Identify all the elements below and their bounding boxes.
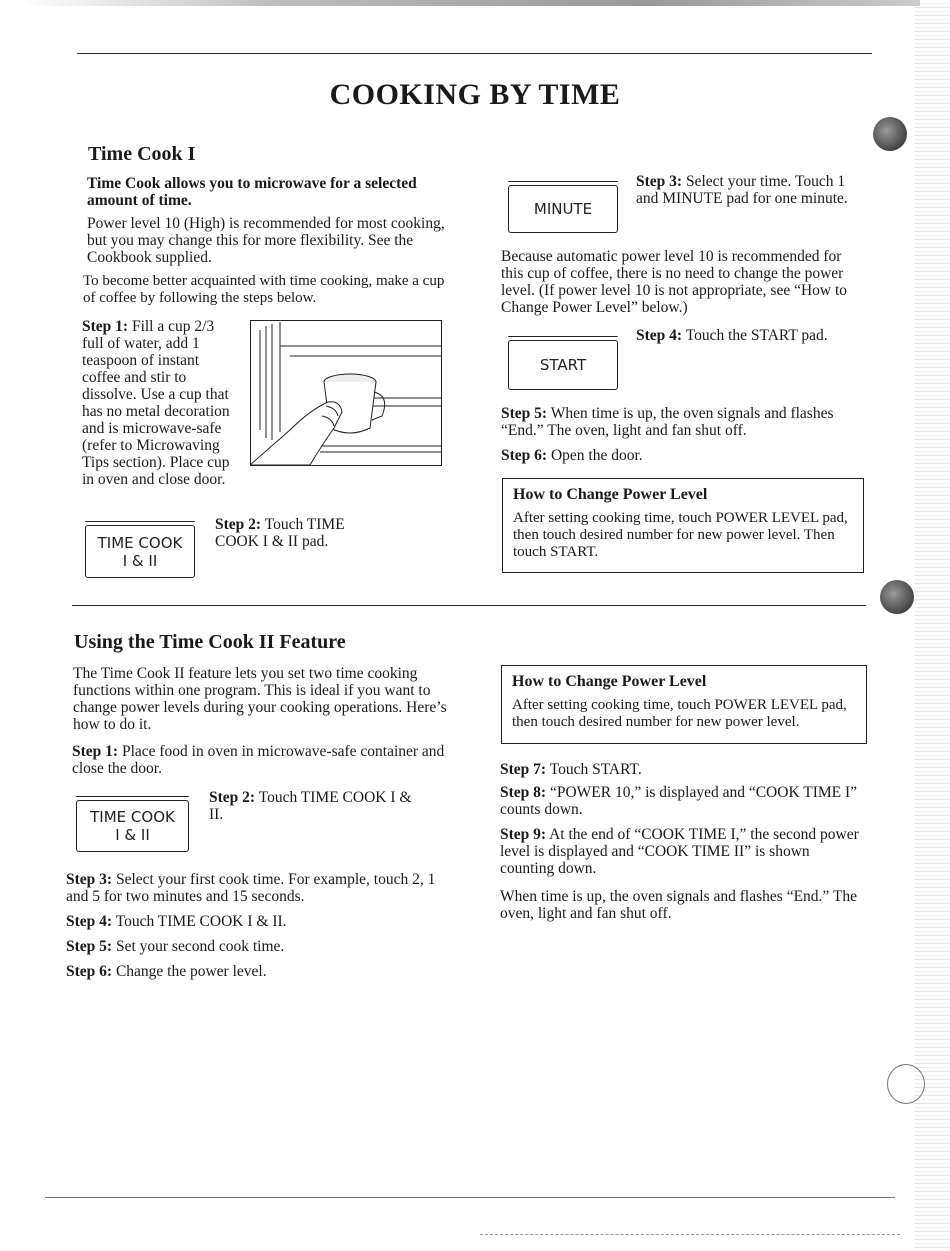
- section2-step-8-text: “POWER 10,” is displayed and “COOK TIME I” counts down.: [500, 784, 858, 818]
- time-cook-pad-2-line2: I & II: [115, 826, 150, 844]
- binder-hole-icon: [873, 117, 907, 151]
- binder-hole-icon: [887, 1064, 925, 1104]
- power-level-box-2-text: After setting cooking time, touch POWER LEVEL pad, then touch desired number for new power level.: [512, 697, 847, 730]
- section2-step-4: [66, 913, 446, 930]
- power-level-box-text: After setting cooking time, touch POWER LEVEL pad, then touch desired number for new power level. Then touch START.: [513, 510, 848, 560]
- step-2-text: Touch TIME COOK I & II pad.: [215, 516, 345, 550]
- hand-placing-cup-in-microwave-illustration: [250, 320, 442, 466]
- time-cook-pad-2-line1: TIME COOK: [90, 808, 175, 826]
- intro-paragraph-1: Power level 10 (High) is recommended for most cooking, but you may change this for more flexibility. See the Cookbook supplied.: [87, 215, 445, 266]
- section2-step-7: [500, 761, 865, 778]
- bottom-rule: [45, 1197, 895, 1198]
- start-pad-label: START: [539, 356, 587, 374]
- section2-step-8: [500, 784, 865, 818]
- section2-step-6-text: Change the power level.: [115, 963, 267, 980]
- step-4-text: Touch the START pad.: [685, 327, 828, 344]
- section2-step-7-label: Step 7:: [500, 761, 547, 778]
- page-title: COOKING BY TIME: [329, 78, 621, 111]
- step-5-text: When time is up, the oven signals and flashes “End.” The oven, light and fan shut off.: [501, 405, 834, 439]
- section2-step-7-text: Touch START.: [549, 761, 642, 778]
- time-cook-pad-line2: I & II: [122, 551, 158, 570]
- step-6-label: Step 6:: [501, 447, 548, 464]
- section2-step-9-text: At the end of “COOK TIME I,” the second power level is displayed and “COOK TIME II” is shown counting down.: [500, 826, 859, 877]
- step-3-label: Step 3:: [636, 173, 683, 190]
- start-pad[interactable]: [508, 340, 618, 390]
- step-1: [82, 318, 232, 488]
- section2-step-6: [66, 963, 446, 980]
- minute-pad[interactable]: [508, 185, 618, 233]
- section2-step-8-label: Step 8:: [500, 784, 547, 801]
- top-rule: [77, 53, 872, 54]
- step-4: [636, 327, 864, 344]
- section2-step-3-label: Step 3:: [66, 871, 113, 888]
- step-2: [215, 516, 365, 550]
- time-cook-pad[interactable]: [85, 525, 195, 578]
- step-6-text: Open the door.: [550, 447, 643, 464]
- section2-step-6-label: Step 6:: [66, 963, 113, 980]
- step-5-label: Step 5:: [501, 405, 548, 422]
- section-divider: [72, 605, 866, 606]
- power-level-box-title: How to Change Power Level: [513, 486, 708, 503]
- section2-step-2: [209, 789, 429, 823]
- section2-step-1: [72, 743, 447, 777]
- intro-paragraph-2: To become better acquainted with time cooking, make a cup of coffee by following the steps below.: [83, 273, 445, 306]
- time-cook-pad-2[interactable]: [76, 800, 189, 852]
- step-3: [636, 173, 864, 207]
- section2-step-9: [500, 826, 865, 877]
- step-6: [501, 447, 863, 464]
- step-1-text: Fill a cup 2/3 full of water, add 1 teaspoon of instant coffee and stir to dissolve. Use a cup that has no metal decoration and is microwave-safe (refer to Microwaving Tips section). Place cup in oven and close door.: [82, 318, 230, 488]
- section2-step-2-label: Step 2:: [209, 789, 256, 806]
- power-level-box-1: [502, 478, 864, 573]
- binder-hole-icon: [880, 580, 914, 614]
- time-cook-pad-line1: TIME COOK: [97, 533, 183, 552]
- power-level-box-2: [501, 665, 867, 744]
- scan-top-band: [20, 0, 920, 6]
- bottom-rule-2: [480, 1234, 900, 1235]
- section2-intro: The Time Cook II feature lets you set two time cooking functions within one program. This is ideal if you want to change power levels during your cooking operations. Here’s how to do it.: [73, 665, 447, 733]
- section2-step-2-text: Touch TIME COOK I & II.: [209, 789, 412, 823]
- intro-bold: Time Cook allows you to microwave for a selected amount of time.: [87, 175, 417, 209]
- section2-step-9-label: Step 9:: [500, 826, 547, 843]
- step-5: [501, 405, 863, 439]
- power-level-box-2-title: How to Change Power Level: [512, 673, 707, 690]
- section2-step-4-text: Touch TIME COOK I & II.: [115, 913, 287, 930]
- step-1-label: Step 1:: [82, 318, 129, 335]
- step-2-label: Step 2:: [215, 516, 262, 533]
- section2-step-1-text: Place food in oven in microwave-safe container and close the door.: [72, 743, 445, 777]
- section2-end-text: When time is up, the oven signals and flashes “End.” The oven, light and fan shut off.: [500, 888, 857, 922]
- section2-step-5-label: Step 5:: [66, 938, 113, 955]
- section2-step-4-label: Step 4:: [66, 913, 113, 930]
- section2-step-5: [66, 938, 446, 955]
- section2-step-1-label: Step 1:: [72, 743, 119, 760]
- step-4-label: Step 4:: [636, 327, 683, 344]
- section-heading-time-cook-2: Using the Time Cook II Feature: [74, 631, 346, 653]
- section2-step-3: [66, 871, 446, 905]
- scan-edge-texture: [914, 0, 950, 1251]
- section2-step-5-text: Set your second cook time.: [115, 938, 285, 955]
- section-heading-time-cook-1: Time Cook I: [88, 143, 196, 165]
- power-note: Because automatic power level 10 is recommended for this cup of coffee, there is no need to change the power level. (If power level 10 is not appropriate, see “How to Change Power Level” below.): [501, 248, 848, 316]
- section2-step-3-text: Select your first cook time. For example, touch 2, 1 and 5 for two minutes and 15 seconds.: [66, 871, 436, 905]
- step-3-text: Select your time. Touch 1 and MINUTE pad for one minute.: [636, 173, 848, 207]
- minute-pad-label: MINUTE: [533, 200, 593, 218]
